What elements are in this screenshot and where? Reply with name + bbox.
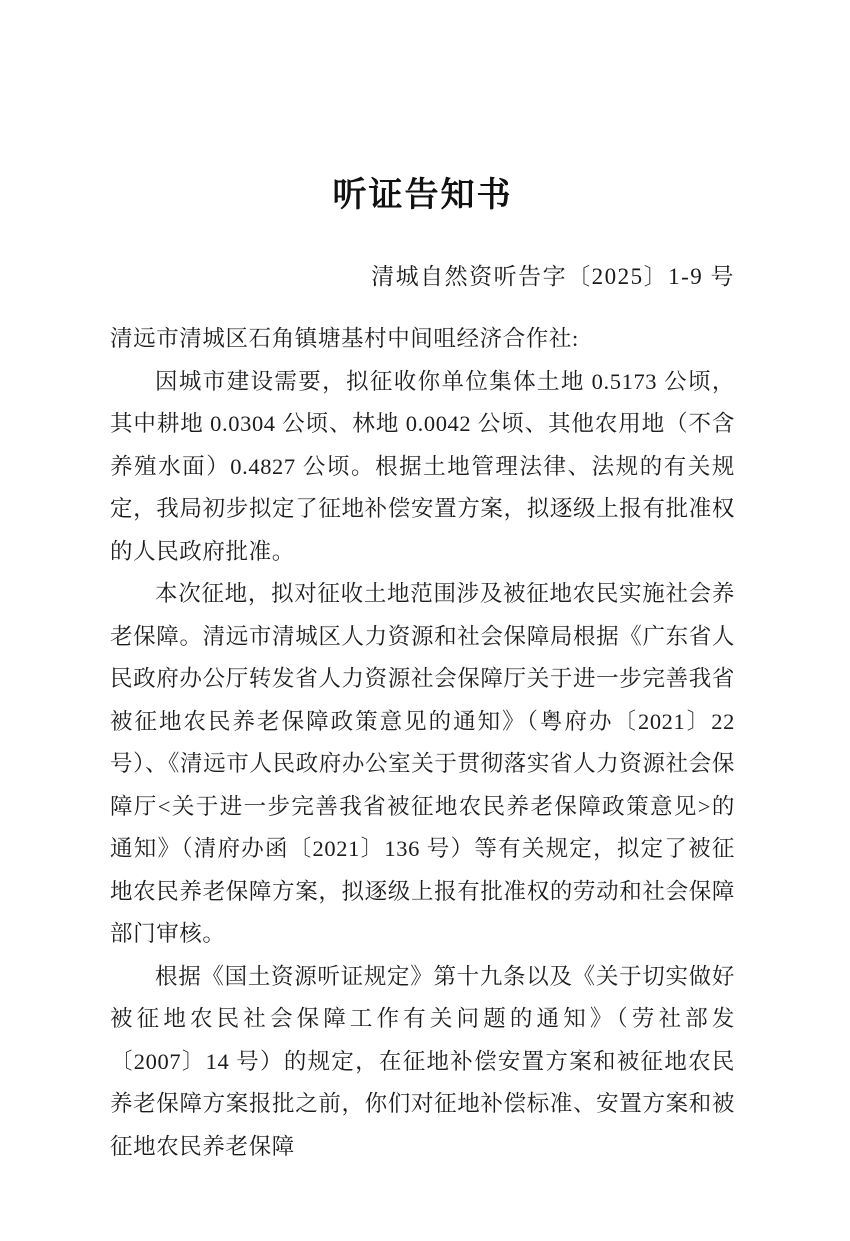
document-reference-number: 清城自然资听告字〔2025〕1-9 号 — [371, 264, 735, 289]
paragraph-social-pension: 本次征地，拟对征收土地范围涉及被征地农民实施社会养老保障。清远市清城区人力资源和社会保障局根据《广东省人民政府办公厅转发省人力资源社会保障厅关于进一步完善我省被征地农民养老保障政策意见的通知》（粤府办〔2021〕22 号）、《清远市人民政府办公室关于贯彻落实省人力资源社会保障厅<关于进一步完善我省被征地农民养老保障政策意见>的通知》（清府办函〔2021〕136 号）等有关规定，拟定了被征地农民养老保障方案，拟逐级上报有批准权的劳动和社会保障部门审核。 — [110, 581, 735, 946]
document-body — [110, 318, 735, 1168]
paragraph-land-expropriation: 因城市建设需要，拟征收你单位集体土地 0.5173 公顷，其中耕地 0.0304 公顷、林地 0.0042 公顷、其他农用地（不含养殖水面）0.4827 公顷。根据土地管理法律、法规的有关规定，我局初步拟定了征地补偿安置方案，拟逐级上报有批准权的人民政府批准。 — [110, 368, 735, 564]
document-title: 听证告知书 — [332, 176, 513, 214]
addressee-salutation: 清远市清城区石角镇塘基村中间咀经济合作社: — [110, 326, 579, 351]
paragraph-hearing-rights: 根据《国土资源听证规定》第十九条以及《关于切实做好被征地农民社会保障工作有关问题的通知》（劳社部发〔2007〕14 号）的规定，在征地补偿安置方案和被征地农民养老保障方案报批之前，你们对征地补偿标准、安置方案和被征地农民养老保障 — [110, 963, 735, 1159]
